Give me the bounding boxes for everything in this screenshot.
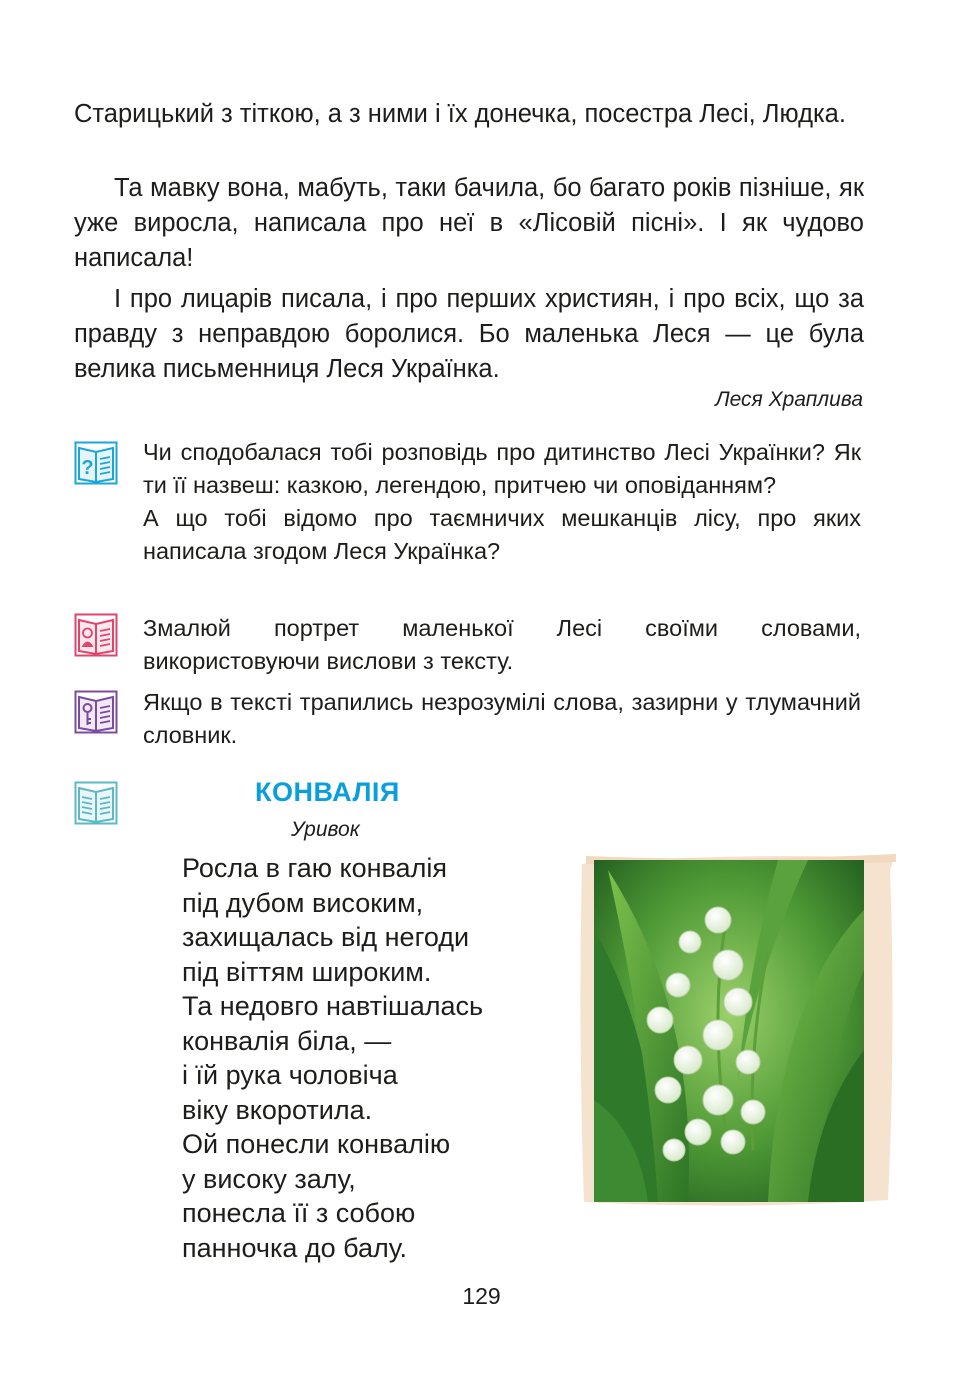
svg-text:?: ?: [81, 457, 94, 479]
poem-line: і їй рука чоловіча: [182, 1060, 398, 1090]
poem-line: панночка до балу.: [182, 1232, 408, 1263]
paragraph-2: Та мавку вона, мабуть, таки бачила, бо багато років пізніше, як уже виросла, написала про неї в «Лісовій пісні». І як чудово написала!: [74, 174, 864, 272]
key-book-icon: [74, 690, 118, 734]
paragraph-3: І про лицарів писала, і про перших християн, і про всіх, що за правду з неправдою боролися. Бо маленька Леся — це була велика письменниця Леся Українка.: [74, 285, 864, 383]
paragraph-1: Старицький з тіткою, а з ними і їх донечка, посестра Лесі, Людка.: [74, 100, 846, 128]
poem-line: Росла в гаю конвалія: [182, 853, 447, 883]
task-question: [143, 436, 861, 568]
poem-body: [182, 851, 483, 1265]
portrait-book-icon: [74, 613, 118, 657]
task-question-line-1: Чи сподобалася тобі розповідь про дитинство Лесі Українки? Як ти її назвеш: казкою, легендою, притчею чи оповіданням?: [143, 439, 861, 498]
poem-line: конвалія біла, —: [182, 1025, 392, 1056]
poem-line: Та недовго навтішалась: [182, 991, 484, 1021]
poem-line: понесла її з собою: [182, 1198, 416, 1228]
page-number: 129: [462, 1283, 501, 1309]
poem-line: у високу залу,: [182, 1163, 356, 1194]
task-question-line-2: А що тобі відомо про таємничих мешканців лісу, про яких написала згодом Леся Українка?: [143, 505, 861, 564]
author-name: Леся Храплива: [715, 388, 863, 411]
poem-title: КОНВАЛІЯ: [255, 777, 400, 807]
question-book-icon: [74, 441, 118, 485]
task-portrait-line-1: Змалюй портрет маленької Лесі своїми словами, використовуючи вислови з тексту.: [143, 615, 861, 674]
poem-subtitle: Уривок: [291, 818, 360, 841]
task-portrait: [143, 612, 861, 678]
poem-line: під віттям широким.: [182, 956, 432, 987]
task-dictionary: [143, 686, 861, 752]
task-dictionary-line-1: Якщо в тексті трапились незрозумілі слова, зазирни у тлумачний словник.: [143, 689, 861, 748]
poem-line: захищалась від негоди: [182, 922, 470, 952]
open-book-icon: [74, 781, 118, 825]
poem-line: під дубом високим,: [182, 887, 424, 918]
poem-line: Ой понесли конвалію: [182, 1129, 451, 1159]
poem-line: віку вкоротила.: [182, 1094, 373, 1125]
lily-of-the-valley-image: [578, 850, 898, 1212]
